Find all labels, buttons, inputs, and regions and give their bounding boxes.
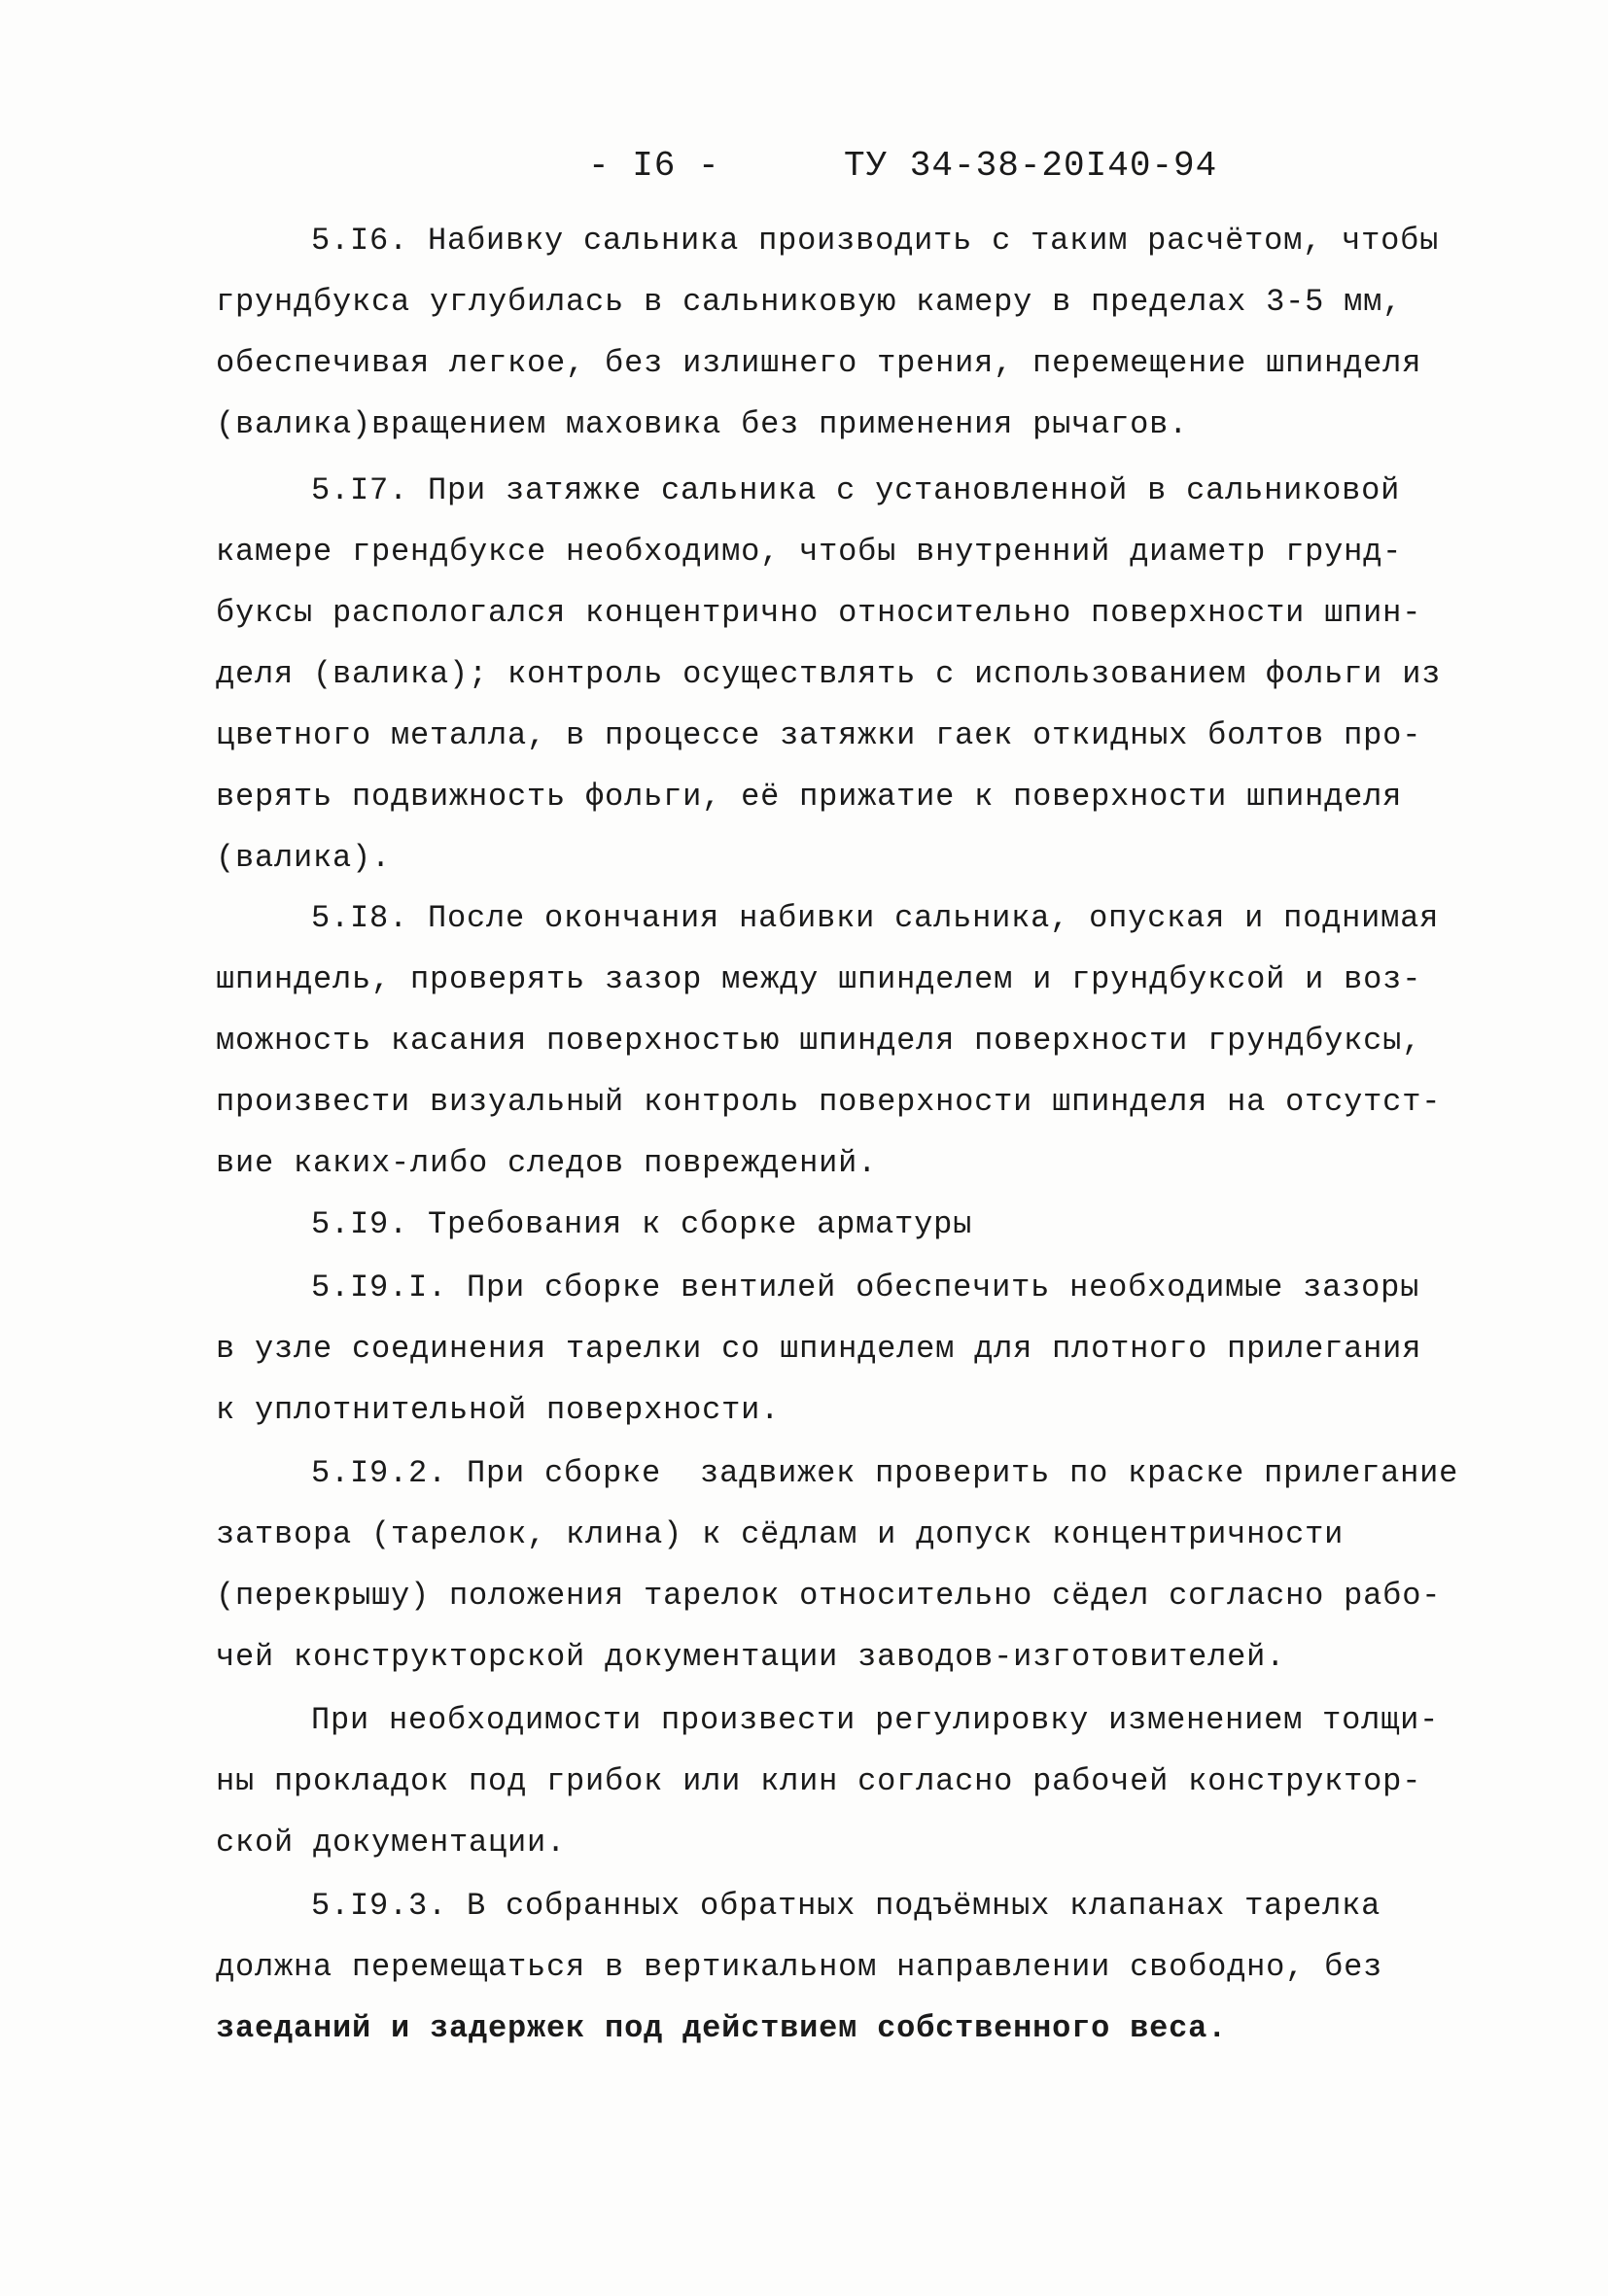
document-code: ТУ 34-38-20I40-94 [844, 146, 1218, 186]
page-header [0, 146, 1608, 204]
body-line: При необходимости произвести регулировку изменением толщи- [311, 1702, 1440, 1738]
body-line: в узле соединения тарелки со шпинделем для плотного прилегания [216, 1331, 1422, 1367]
section-heading: 5.I9. Требования к сборке арматуры [311, 1206, 973, 1242]
body-line: произвести визуальный контроль поверхности шпинделя на отсутст- [216, 1084, 1442, 1120]
body-line: обеспечивая легкое, без излишнего трения, перемещение шпинделя [216, 345, 1422, 381]
body-line: цветного металла, в процессе затяжки гаек откидных болтов про- [216, 717, 1422, 753]
body-line: камере грендбуксе необходимо, чтобы внутренний диаметр грунд- [216, 534, 1403, 570]
body-line: грундбукса углубилась в сальниковую камеру в пределах 3-5 мм, [216, 284, 1403, 320]
body-line: можность касания поверхностью шпинделя поверхности грундбуксы, [216, 1023, 1422, 1059]
body-line: 5.I7. При затяжке сальника с установленной в сальниковой [311, 472, 1401, 508]
body-line: должна перемещаться в вертикальном направлении свободно, без [216, 1949, 1383, 1985]
body-line: ской документации. [216, 1825, 567, 1861]
body-line: (перекрышу) положения тарелок относительно сёдел согласно рабо- [216, 1578, 1442, 1614]
body-line: 5.I6. Набивку сальника производить с таким расчётом, чтобы [311, 223, 1440, 259]
body-line: 5.I9.2. При сборке задвижек проверить по краске прилегание [311, 1455, 1459, 1491]
body-line: деля (валика); контроль осуществлять с использованием фольги из [216, 656, 1442, 692]
body-line: ны прокладок под грибок или клин согласно рабочей конструктор- [216, 1763, 1422, 1799]
body-line: затвора (тарелок, клина) к сёдлам и допуск концентричности [216, 1516, 1345, 1552]
body-line: чей конструкторской документации заводов-изготовителей. [216, 1639, 1286, 1675]
body-line: верять подвижность фольги, её прижатие к поверхности шпинделя [216, 779, 1403, 815]
body-line: 5.I8. После окончания набивки сальника, опуская и поднимая [311, 900, 1440, 936]
page-number: - I6 - [588, 146, 720, 186]
body-line: к уплотнительной поверхности. [216, 1392, 781, 1428]
body-line: 5.I9.3. В собранных обратных подъёмных клапанах тарелка [311, 1888, 1381, 1924]
body-line: вие каких-либо следов повреждений. [216, 1145, 878, 1181]
body-line: шпиндель, проверять зазор между шпинделем и грундбуксой и воз- [216, 961, 1422, 997]
body-line: заеданий и задержек под действием собственного веса. [216, 2010, 1228, 2046]
body-line: (валика)вращением маховика без применения рычагов. [216, 406, 1189, 442]
body-line: 5.I9.I. При сборке вентилей обеспечить необходимые зазоры [311, 1270, 1420, 1305]
body-line: (валика). [216, 840, 392, 876]
body-line: буксы распологался концентрично относительно поверхности шпин- [216, 595, 1422, 631]
